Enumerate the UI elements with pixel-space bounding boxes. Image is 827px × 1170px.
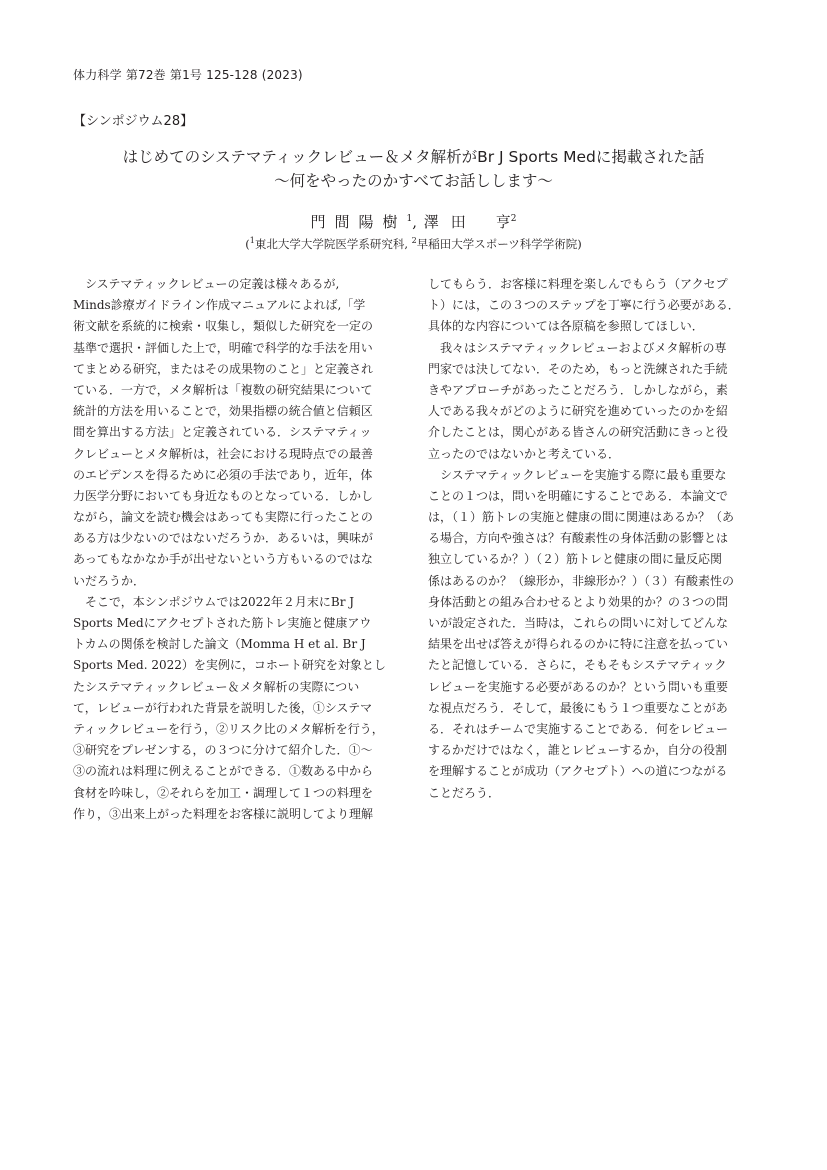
body-text-line: システマティックレビューの定義は様々あるが, [73,277,340,291]
article-title [0,145,827,193]
body-text-line: 力医学分野においても身近なものとなっている．しかし [73,488,374,503]
body-text-line: してもらう．お客様に料理を楽しんでもらう（アクセプ [428,277,728,291]
body-text-line: 作り，③出来上がった料理をお客様に説明してより理解 [73,806,374,821]
body-text-line: いだろうか． [73,573,146,588]
body-text-line: な視点だろう．そして，最後にもう１つ重要なことがあ [428,700,728,715]
body-text-line: てまとめる研究，またはその成果物のこと」と定義され [73,361,374,376]
body-text-line: ③の流れは料理に例えることができる．①数ある中から [73,764,374,779]
author-2-affiliation-mark: 2 [510,214,517,224]
body-text-line: て，レビューが行われた背景を説明した後，①システマ [73,700,373,715]
body-text-line: 独立しているか？）（２）筋トレと健康の間に量反応関 [428,552,723,567]
body-text-line: 統計的方法を用いることで，効果指標の統合値と信頼区 [73,404,373,419]
body-text-line: あってもなかなか手が出せないという方もいるのではな [73,552,373,567]
body-column-right [428,274,758,804]
body-text-line: のエビデンスを得るために必須の手法であり，近年，体 [73,467,373,482]
body-text-line: 立ったのではないかと考えている． [428,446,621,461]
body-text-line: クレビューとメタ解析は，社会における現時点での最善 [73,446,374,461]
body-text-line: は，（１）筋トレの実施と健康の間に関連はあるか？（あ [428,510,735,525]
title-line-subtitle: 〜何をやったのかすべてお話しします〜 [274,172,553,190]
body-text-line: ③研究をプレゼンする，の３つに分けて紹介した．①〜 [73,743,373,758]
affiliation-2-mark: 2 [411,236,417,246]
author-1-name: 門間陽樹 [310,213,407,231]
body-text-line: Sports Medにアクセプトされた筋トレ実施と健康アウ [73,616,372,630]
body-text-line: 人である我々がどのように研究を進めていったのかを紹 [428,404,729,419]
body-text-line: 門家では決してない．そのため，もっと洗練された手続 [428,361,728,376]
body-text-line: ことだろう． [428,785,501,800]
title-line-main: はじめてのシステマティックレビュー＆メタ解析がBr J Sports Medに掲載された話 [122,148,705,166]
affiliation-open-paren: ( [245,237,250,251]
body-text-line: る場合，方向や強さは？有酸素性の身体活動の影響とは [428,531,729,546]
affiliation-2: 早稲田大学スポーツ科学学術院) [416,237,582,251]
body-text-line: レビューを実施する必要があるのか？という問いも重要 [428,679,729,694]
body-text-line: ティックレビューを行う，②リスク比のメタ解析を行う， [73,721,384,736]
body-text-line: る．それはチームで実施することである．何をレビュー [428,721,729,736]
body-text-line: そこで，本シンポジウムでは2022年２月末にBr J [73,594,355,609]
body-text-line: 結果を出せば答えが得られるのかに特に注意を払ってい [428,637,729,652]
body-text-line: 係はあるのか？（線形か，非線形か？）（３）有酸素性の [428,573,735,588]
body-text-line: たシステマティックレビュー＆メタ解析の実際につい [73,679,360,694]
body-text-line: 具体的な内容については各原稿を参照してほしい． [428,319,704,334]
body-text-line: 我々はシステマティックレビューおよびメタ解析の専 [428,340,727,355]
body-text-line: 食材を吟味し，②それらを加工・調理して１つの料理を [73,785,374,800]
body-text-line: 術文献を系統的に検索・収集し，類似した研究を一定の [73,319,374,334]
affiliation-line [0,236,827,252]
body-text-line: Minds診療ガイドライン作成マニュアルによれば,「学 [73,298,366,313]
body-text-line: たと記憶している．さらに，そもそもシステマティック [428,658,727,673]
body-text-line: するかだけではなく，誰とレビューするか，自分の役割 [428,743,728,758]
body-column-left [73,274,403,825]
body-text-line: 身体活動との組み合わせるとより効果的か？の３つの問 [428,594,729,609]
body-text-line: 介したことは，関心がある皆さんの研究活動にきっと役 [428,425,729,440]
body-text-line: を理解することが成功（アクセプト）への道につながる [428,764,728,779]
body-text-line: ている．一方で，メタ解析は「複数の研究結果について [73,382,373,397]
author-1-affiliation-mark: 1 [406,214,413,224]
author-separator: , [412,213,418,231]
affiliation-1-mark: 1 [249,236,255,246]
author-list [0,211,827,232]
affiliation-1: 東北大学大学院医学系研究科, [254,237,408,251]
author-2-name-part2: 亨 [495,213,511,231]
symposium-tag: 【シンポジウム28】 [73,114,194,129]
body-text-line: ある方は少ないのではないだろうか．あるいは，興味が [73,531,374,546]
body-text-line: 基準で選択・評価した上で，明確で科学的な手法を用い [73,340,373,355]
body-text-line: ことの１つは，問いを明確にすることである．本論文で [428,488,729,503]
journal-header: 体力科学 第72巻 第1号 125-128 (2023) [73,68,303,82]
body-text-line: システマティックレビューを実施する際に最も重要な [428,467,727,482]
body-text-line: ト）には，この３つのステップを丁寧に行う必要がある． [428,298,740,313]
body-text-line: いが設定された．当時は，これらの問いに対してどんな [428,616,729,630]
body-text-line: 間を算出する方法」と定義されている．システマティッ [73,425,372,440]
body-text-line: ながら，論文を読む機会はあっても実際に行ったことの [73,510,373,525]
body-text-line: きやアプローチがあったことだろう．しかしながら，素 [428,382,728,397]
author-2-name-part1: 澤田 [423,213,478,231]
body-text-line: トカムの関係を検討した論文（Momma H et al. Br J [73,637,366,652]
body-text-line: Sports Med. 2022）を実例に，コホート研究を対象とし [73,658,386,673]
